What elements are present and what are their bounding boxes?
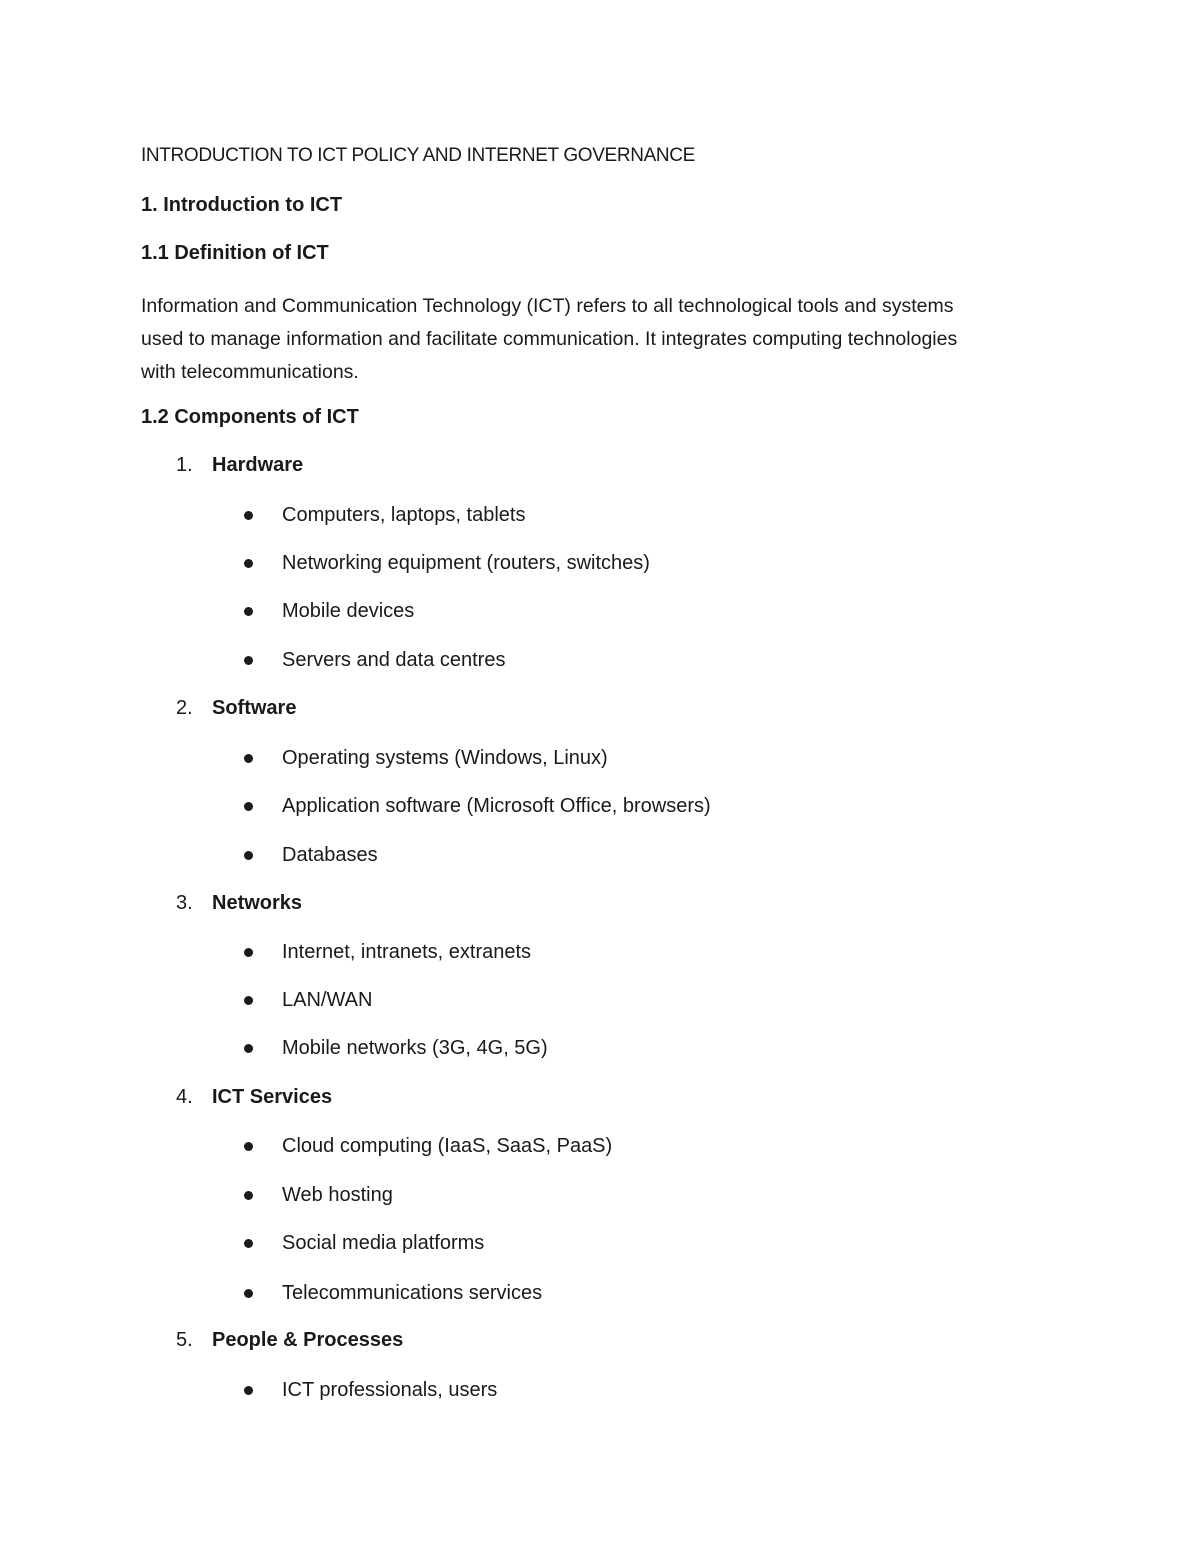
item-label: Software <box>212 697 297 719</box>
bullet-icon <box>244 1191 253 1200</box>
bullet-text: Cloud computing (IaaS, SaaS, PaaS) <box>282 1135 613 1157</box>
subsection-heading-components: 1.2 Components of ICT <box>141 406 359 428</box>
bullet-text: LAN/WAN <box>282 989 373 1011</box>
bullet-icon <box>244 511 253 520</box>
item-number: 5. <box>176 1329 193 1351</box>
bullet-text: Mobile networks (3G, 4G, 5G) <box>282 1037 548 1059</box>
item-label: Hardware <box>212 454 304 476</box>
item-label: Networks <box>212 892 303 914</box>
bullet-icon <box>244 802 253 811</box>
item-number: 4. <box>176 1086 193 1108</box>
bullet-icon <box>244 1386 253 1395</box>
bullet-icon <box>244 754 253 763</box>
bullet-icon <box>244 1289 253 1298</box>
bullet-text: Social media platforms <box>282 1232 485 1254</box>
item-label: People & Processes <box>212 1329 404 1351</box>
definition-paragraph <box>141 290 1071 389</box>
bullet-icon <box>244 559 253 568</box>
bullet-text: Networking equipment (routers, switches) <box>282 552 650 574</box>
item-number: 1. <box>176 454 193 476</box>
bullet-icon <box>244 1142 253 1151</box>
document-title: INTRODUCTION TO ICT POLICY AND INTERNET GOVERNANCE <box>141 145 695 166</box>
bullet-text: Application software (Microsoft Office, browsers) <box>282 795 711 817</box>
bullet-text: ICT professionals, users <box>282 1379 498 1401</box>
bullet-text: Servers and data centres <box>282 649 506 671</box>
bullet-icon <box>244 996 253 1005</box>
paragraph-line: Information and Communication Technology (ICT) refers to all technological tools and systems <box>141 295 954 317</box>
bullet-text: Operating systems (Windows, Linux) <box>282 747 608 769</box>
bullet-text: Mobile devices <box>282 600 415 622</box>
bullet-icon <box>244 851 253 860</box>
bullet-text: Computers, laptops, tablets <box>282 504 526 526</box>
bullet-text: Databases <box>282 844 378 866</box>
item-label: ICT Services <box>212 1086 333 1108</box>
paragraph-line: used to manage information and facilitate communication. It integrates computing technologies <box>141 328 958 350</box>
bullet-text: Web hosting <box>282 1184 393 1206</box>
bullet-icon <box>244 656 253 665</box>
bullet-icon <box>244 1239 253 1248</box>
item-number: 2. <box>176 697 193 719</box>
bullet-icon <box>244 607 253 616</box>
subsection-heading-definition: 1.1 Definition of ICT <box>141 242 329 264</box>
bullet-icon <box>244 948 253 957</box>
paragraph-line: with telecommunications. <box>141 361 359 383</box>
bullet-text: Telecommunications services <box>282 1282 543 1304</box>
item-number: 3. <box>176 892 193 914</box>
bullet-icon <box>244 1044 253 1053</box>
bullet-text: Internet, intranets, extranets <box>282 941 532 963</box>
section-heading: 1. Introduction to ICT <box>141 194 343 216</box>
